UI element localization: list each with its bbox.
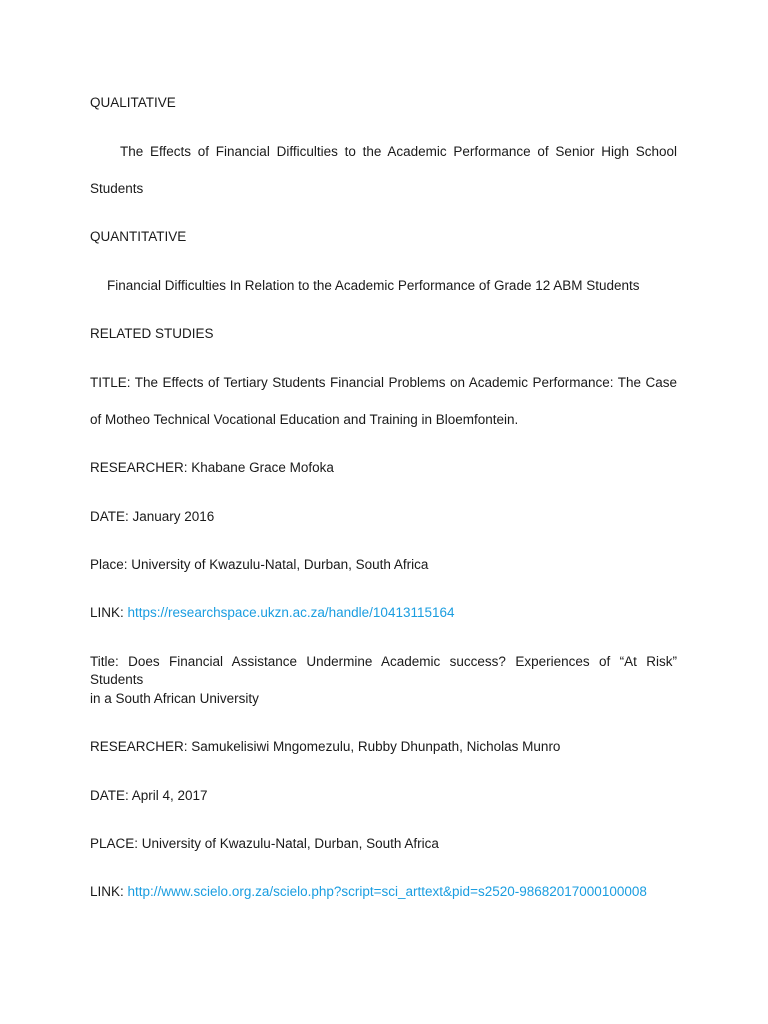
study-2-link-row xyxy=(90,883,677,901)
study-1-date: DATE: January 2016 xyxy=(90,509,215,524)
study-2-researcher: RESEARCHER: Samukelisiwi Mngomezulu, Rubby Dhunpath, Nicholas Munro xyxy=(90,739,561,754)
study-2-title-line2: in a South African University xyxy=(90,691,259,706)
qualitative-title-line2: Students xyxy=(90,181,144,196)
qualitative-title-line1: The Effects of Financial Difficulties to the Academic Performance of Senior High School xyxy=(120,144,677,159)
study-2-title-line1: Title: Does Financial Assistance Undermine Academic success? Experiences of “At Risk” Students xyxy=(90,654,677,687)
study-2-link-label: LINK: xyxy=(90,884,124,899)
study-1-title-line2: of Motheo Technical Vocational Education and Training in Bloemfontein. xyxy=(90,412,519,427)
related-studies-heading: RELATED STUDIES xyxy=(90,326,214,341)
study-2-place: PLACE: University of Kwazulu-Natal, Durban, South Africa xyxy=(90,836,439,851)
study-1-link[interactable]: https://researchspace.ukzn.ac.za/handle/10413115164 xyxy=(127,605,455,620)
quantitative-title: Financial Difficulties In Relation to the Academic Performance of Grade 12 ABM Students xyxy=(107,278,640,293)
study-2-date: DATE: April 4, 2017 xyxy=(90,788,208,803)
study-2-link[interactable]: http://www.scielo.org.za/scielo.php?script=sci_arttext&pid=s2520-98682017000100008 xyxy=(127,884,647,899)
qualitative-heading: QUALITATIVE xyxy=(90,95,176,110)
study-1-researcher: RESEARCHER: Khabane Grace Mofoka xyxy=(90,460,334,475)
study-1-link-row xyxy=(90,604,677,622)
study-1-title-line1: TITLE: The Effects of Tertiary Students Financial Problems on Academic Performance: The Case xyxy=(90,375,677,390)
study-1-link-label: LINK: xyxy=(90,605,124,620)
study-1-place: Place: University of Kwazulu-Natal, Durban, South Africa xyxy=(90,557,429,572)
quantitative-heading: QUANTITATIVE xyxy=(90,229,187,244)
